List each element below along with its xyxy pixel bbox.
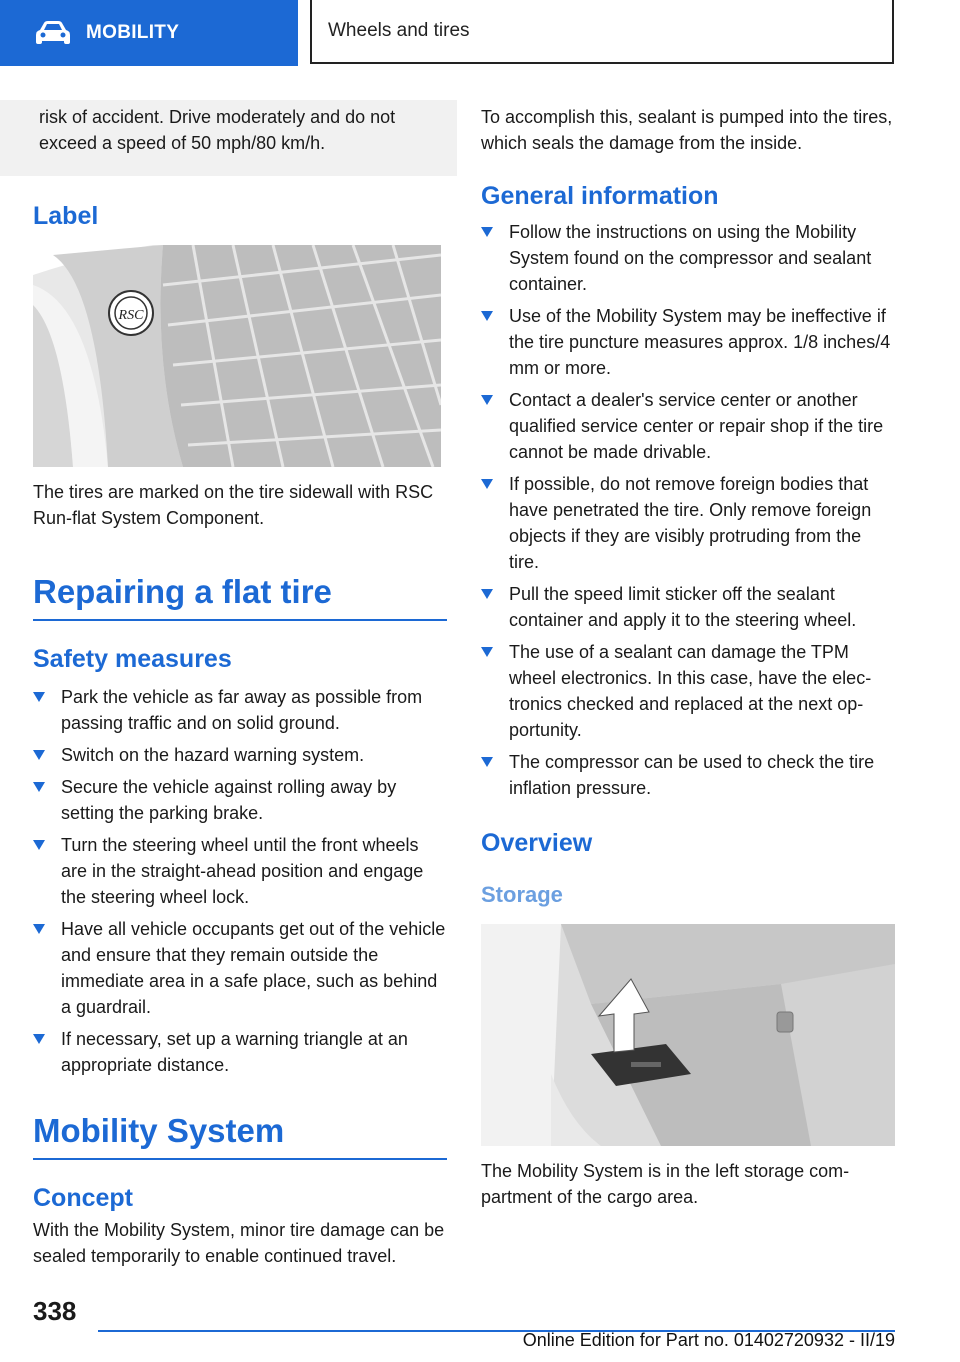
label-caption: The tires are marked on the tire sidewall with RSC Run-flat System Component. [33, 482, 434, 528]
repair-heading: Repairing a flat tire [33, 573, 332, 610]
triangle-down-icon [481, 479, 493, 489]
triangle-down-icon [33, 692, 45, 702]
list-item: If necessary, set up a warning triangle at an appropriate distance. [33, 1026, 447, 1078]
left-column [33, 100, 447, 1269]
chapter-title: Wheels and tires [328, 20, 470, 41]
tire-illustration [33, 245, 441, 467]
list-item: The use of a sealant can damage the TPM wheel electronics. In this case, have the electronics checked and replaced at the next opportunity. [481, 639, 895, 743]
section-label: MOBILITY [86, 22, 180, 43]
general-list [481, 219, 895, 801]
storage-compartment-image [481, 924, 895, 1146]
list-item: The compressor can be used to check the tire inflation pressure. [481, 749, 895, 801]
edition-text: Online Edition for Part no. 01402720932 - II/19 [522, 1330, 895, 1350]
general-heading: General information [481, 182, 719, 210]
car-front-icon [34, 20, 72, 46]
page-number: 338 [33, 1296, 77, 1326]
repair-rule [33, 619, 447, 621]
safety-heading: Safety measures [33, 645, 232, 673]
triangle-down-icon [33, 782, 45, 792]
triangle-down-icon [481, 227, 493, 237]
triangle-down-icon [481, 311, 493, 321]
label-heading: Label [33, 202, 99, 230]
overview-heading: Overview [481, 829, 593, 857]
list-item: Contact a dealer's service center or another qualified service center or repair shop if the tire cannot be made drivable. [481, 387, 895, 465]
tire-sidewall-image [33, 245, 441, 467]
storage-caption: The Mobility System is in the left storage compartment of the cargo area. [481, 1161, 850, 1207]
right-column [481, 100, 895, 1210]
section-tab [0, 0, 298, 66]
mobility-rule [33, 1158, 447, 1160]
triangle-down-icon [33, 1034, 45, 1044]
list-item: Turn the steering wheel until the front wheels are in the straight-ahead position and engage the steering wheel lock. [33, 832, 447, 910]
triangle-down-icon [33, 750, 45, 760]
safety-list [33, 684, 447, 1078]
list-item: Switch on the hazard warning system. [33, 742, 447, 768]
svg-text:RSC: RSC [118, 308, 144, 323]
warning-text: risk of accident. Drive moderately and do not exceed a speed of 50 mph/80 km/h. [39, 107, 396, 153]
list-item: If possible, do not remove foreign bodies that have penetrated the tire. Only remove foreign objects if they are visibly protruding from the tire. [481, 471, 895, 575]
triangle-down-icon [481, 757, 493, 767]
chapter-title-box [310, 0, 894, 64]
list-item: Secure the vehicle against rolling away by setting the parking brake. [33, 774, 447, 826]
storage-heading: Storage [481, 882, 563, 907]
concept-heading: Concept [33, 1184, 133, 1212]
list-item: Have all vehicle occupants get out of the vehicle and ensure that they remain outside the immediate area in a safe place, such as behind a guardrail. [33, 916, 447, 1020]
page-header [0, 0, 960, 66]
list-item: Pull the speed limit sticker off the sealant container and apply it to the steering wheel. [481, 581, 895, 633]
triangle-down-icon [481, 589, 493, 599]
triangle-down-icon [481, 395, 493, 405]
list-item: Follow the instructions on using the Mobility System found on the compressor and sealant container. [481, 219, 895, 297]
triangle-down-icon [481, 647, 493, 657]
list-item: Park the vehicle as far away as possible from passing traffic and on solid ground. [33, 684, 447, 736]
triangle-down-icon [33, 924, 45, 934]
concept-text: With the Mobility System, minor tire damage can be sealed temporarily to enable continued travel. [33, 1220, 445, 1266]
triangle-down-icon [33, 840, 45, 850]
cargo-area-illustration [481, 924, 895, 1146]
warning-box [0, 100, 457, 176]
intro-text: To accomplish this, sealant is pumped into the tires, which seals the damage from the inside. [481, 107, 893, 153]
mobility-heading: Mobility System [33, 1112, 285, 1149]
list-item: Use of the Mobility System may be ineffective if the tire puncture measures approx. 1/8 inches/4 mm or more. [481, 303, 895, 381]
